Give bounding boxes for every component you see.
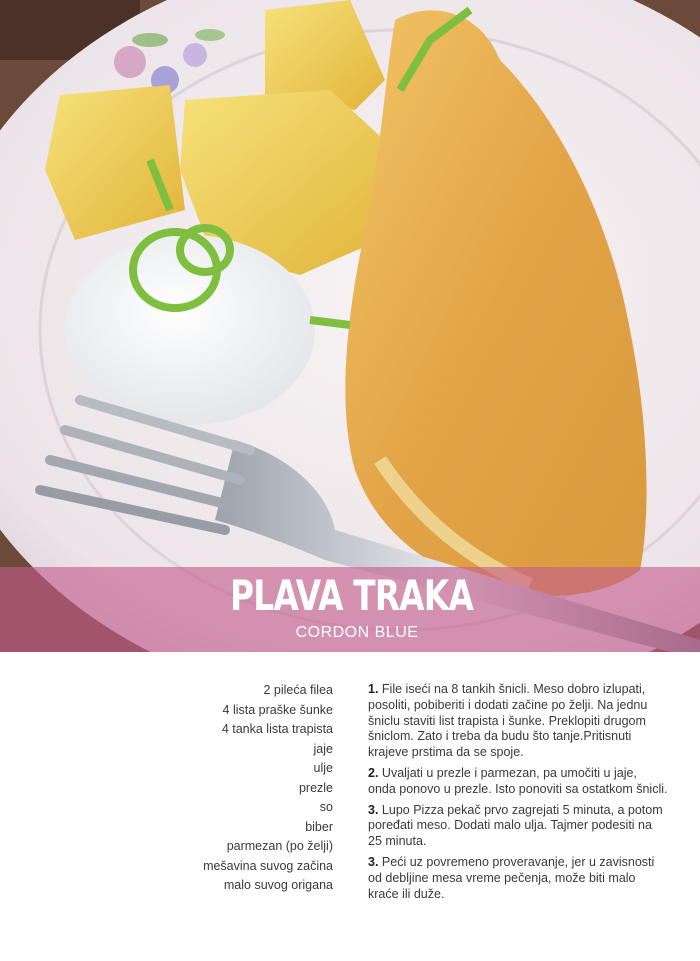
ingredient-item: mešavina suvog začina — [203, 858, 333, 873]
ingredients-list — [150, 681, 333, 896]
instruction-step — [368, 682, 668, 761]
ingredient-item: ulje — [313, 761, 333, 775]
step-text: File iseći na 8 tankih šnicli. Meso dobro izlupati, posoliti, pobiberiti i dodati začine po želji. Na jednu šniclu staviti list trapista i šunke. Preklopiti drugom šniclom. Zato i treba da budu što tanje.Pritisnuti krajeve prstima da se spoje. — [368, 682, 648, 760]
instruction-step — [368, 803, 668, 850]
step-number: 3. — [368, 854, 379, 869]
ingredient-item: 2 pileća filea — [263, 683, 333, 697]
ingredient-item: malo suvog origana — [223, 878, 333, 892]
step-number: 2. — [368, 765, 379, 780]
ingredient-item: 4 lista praške šunke — [222, 702, 333, 717]
ingredient-item: biber — [305, 819, 333, 834]
instructions — [368, 682, 668, 907]
instruction-step — [368, 855, 668, 902]
step-number: 1. — [368, 682, 379, 696]
ingredient-item: so — [319, 800, 333, 814]
step-text: Uvaljati u prezle i parmezan, pa umočiti u jaje, onda ponovo u prezle. Isto ponoviti sa ostatkom šnicli. — [368, 765, 668, 796]
recipe-title: PLAVA TRAKA — [230, 571, 474, 620]
step-number: 3. — [368, 802, 379, 817]
ingredient-item: parmezan (po želji) — [226, 839, 333, 853]
ingredient-item: prezle — [298, 780, 333, 795]
recipe-subtitle: CORDON BLUE — [295, 624, 419, 641]
step-text: Lupo Pizza pekač prvo zagrejati 5 minuta, a potom poređati meso. Dodati malo ulja. Tajmer podesiti na 25 minuta. — [368, 802, 663, 849]
ingredient-item: 4 tanka lista trapista — [221, 722, 333, 736]
ingredient-item: jaje — [313, 741, 333, 756]
instruction-step — [368, 766, 668, 798]
step-text: Peći uz povremeno proveravanje, jer u zavisnosti od debljine mesa vreme pečenja, može biti malo kraće ili duže. — [368, 854, 655, 901]
